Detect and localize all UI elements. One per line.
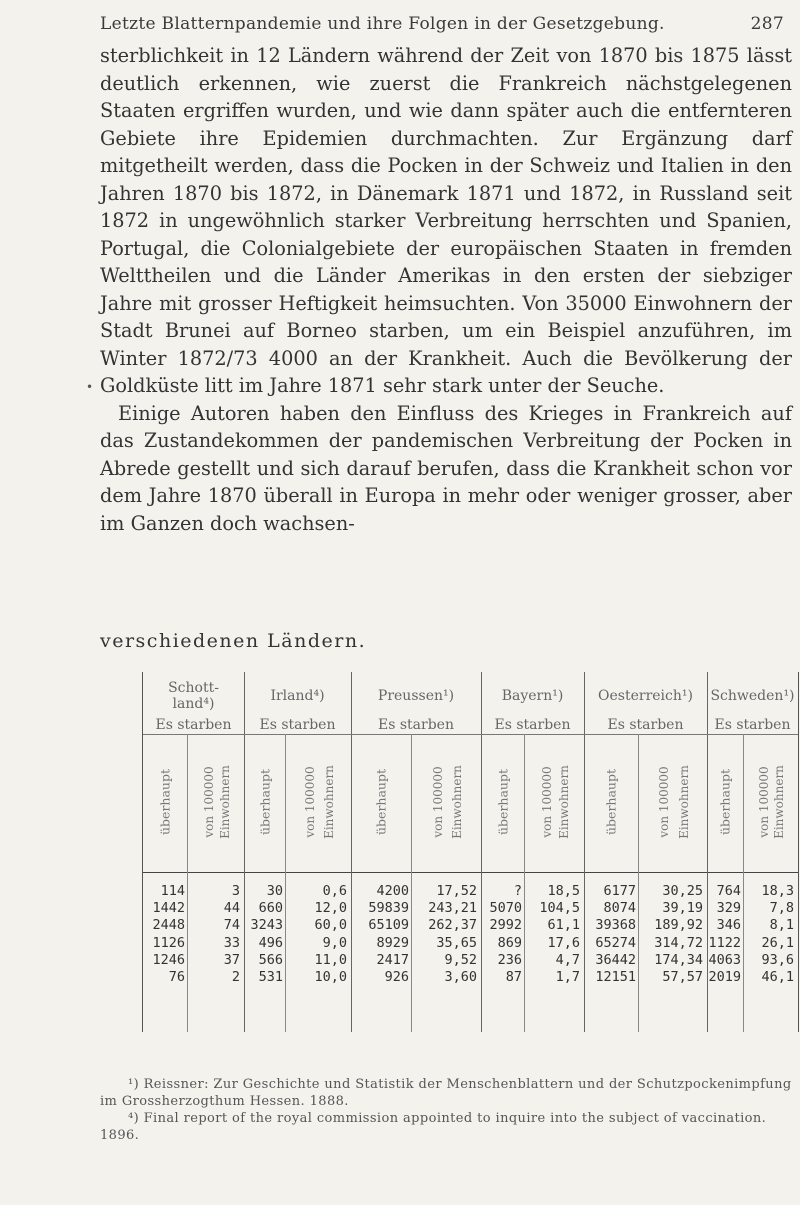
table-group-0 — [143, 672, 245, 1032]
cell-total: 2019 — [708, 969, 741, 985]
colhead-total-label: überhaupt — [495, 768, 510, 836]
group-subheading: Es starben — [378, 717, 454, 733]
group-subheading: Es starben — [494, 717, 571, 733]
cell-total: 5070 — [489, 900, 522, 917]
cell-total: 114 — [160, 883, 185, 899]
cell-total: 869 — [497, 934, 522, 951]
cell-per-100000: 93,6 — [761, 951, 794, 968]
cell-per-100000: 18,5 — [547, 883, 580, 899]
cell-per-100000: 3,60 — [444, 969, 477, 985]
cell-total: 2417 — [376, 951, 409, 968]
colhead-per-label-2: Einwohnern — [450, 765, 465, 839]
table-group-3 — [481, 672, 585, 1032]
cell-per-100000: 39,19 — [662, 900, 703, 917]
table-group-2 — [351, 672, 482, 1032]
footnote-1: ¹) Reissner: Zur Geschichte und Statistik der Menschenblattern und der Schutzpockenimpfung im Grossherzogthum Hessen. 1888. — [100, 1077, 792, 1109]
cell-per-100000: 10,0 — [314, 969, 347, 985]
cell-total: 6177 — [603, 883, 636, 899]
cell-per-100000: 8,1 — [769, 917, 794, 934]
paragraph-1: sterblichkeit in 12 Ländern während der Zeit von 1870 bis 1875 lässt deutlich erkennen, wie zuerst die Frankreich nächstgelegenen Staaten ergriffen wurden, und wie dann später auch die entfernteren Gebiete ihre Epidemien durchmachten. Zur Ergänzung darf mitgetheilt werden, dass die Pocken in der Schweiz und Italien in den Jahren 1870 bis 1872, in Dänemark 1871 und 1872, in Russland seit 1872 in ungewöhnlich starker Verbreitung herrschten und Spanien, Portugal, die Colonialgebiete der europäischen Staaten in fremden Welttheilen und die Länder Amerikas in den ersten der siebziger Jahre mit grosser Heftigkeit heimsuchten. Von 35000 Einwohnern der Stadt Brunei auf Borneo starben, um ein Beispiel anzuführen, im Winter 1872/73 4000 an der Krankheit. Auch die Bevölkerung der Goldküste litt im Jahre 1871 sehr stark unter der Seuche. — [100, 44, 792, 397]
colhead-total-label: überhaupt — [257, 768, 272, 836]
margin-mark: • — [86, 380, 94, 394]
colhead-per-100000 — [285, 738, 351, 870]
colhead-per-100000 — [411, 738, 481, 870]
cell-total: 12151 — [595, 969, 636, 985]
colhead-per-100000 — [743, 738, 798, 870]
cell-per-100000: 243,21 — [428, 900, 477, 917]
cell-per-100000: 37 — [223, 951, 240, 968]
colhead-total — [143, 738, 187, 870]
table-group-5 — [707, 672, 798, 1032]
cell-per-100000: 18,3 — [761, 883, 794, 899]
subheading-rule — [351, 734, 481, 735]
cell-total: 65274 — [595, 934, 636, 951]
cell-total: ? — [513, 883, 522, 899]
cell-per-100000: 33 — [223, 934, 240, 951]
cell-per-100000: 174,34 — [654, 951, 703, 968]
cell-total: 1122 — [708, 934, 741, 951]
colhead-per-label-2: Einwohnern — [556, 765, 571, 839]
colhead-per-label-2: Einwohnern — [321, 765, 336, 839]
cell-per-100000: 17,6 — [547, 934, 580, 951]
cell-total: 59839 — [368, 900, 409, 917]
colhead-per-label-1: von 100000 — [539, 766, 554, 838]
column-separator — [411, 734, 412, 1032]
cell-total: 1442 — [152, 900, 185, 917]
cell-per-100000: 12,0 — [314, 900, 347, 917]
column-separator — [638, 734, 639, 1032]
cell-total: 87 — [505, 969, 522, 985]
colhead-per-label-2: Einwohnern — [772, 765, 787, 839]
cell-per-100000: 11,0 — [314, 951, 347, 968]
column-separator — [743, 734, 744, 1032]
colhead-per-label-1: von 100000 — [430, 766, 445, 838]
group-name: Oesterreich¹) — [598, 688, 693, 704]
header-title: Letzte Blatternpandemie und ihre Folgen in der Gesetzgebung. — [100, 14, 665, 34]
cell-per-100000: 3 — [231, 883, 240, 899]
colhead-per-label-2: Einwohnern — [217, 765, 232, 839]
cell-total: 4200 — [376, 883, 409, 899]
cell-total: 4063 — [708, 951, 741, 968]
colhead-total-label: überhaupt — [717, 768, 733, 836]
cell-per-100000: 189,92 — [654, 917, 703, 934]
cell-per-100000: 314,72 — [654, 934, 703, 951]
subheading-rule — [244, 734, 351, 735]
cell-total: 660 — [258, 900, 283, 917]
cell-per-100000: 17,52 — [436, 883, 477, 899]
cell-per-100000: 44 — [223, 900, 240, 917]
column-separator — [285, 734, 286, 1032]
cell-per-100000: 30,25 — [662, 883, 703, 899]
cell-total: 2992 — [489, 917, 522, 934]
cell-total: 329 — [716, 900, 741, 917]
cell-total: 531 — [258, 969, 283, 985]
group-subheading: Es starben — [607, 717, 684, 733]
cell-per-100000: 9,52 — [444, 951, 477, 968]
cell-per-100000: 46,1 — [761, 969, 794, 985]
cell-total: 236 — [497, 951, 522, 968]
colhead-per-label-1: von 100000 — [657, 766, 672, 838]
table-group-4 — [584, 672, 708, 1032]
group-name: Irland⁴) — [270, 688, 325, 704]
colhead-total — [707, 738, 743, 870]
cell-per-100000: 61,1 — [547, 917, 580, 934]
subheading-rule — [481, 734, 584, 735]
subheading-rule — [584, 734, 707, 735]
group-subheading: Es starben — [155, 717, 232, 733]
colhead-total-label: überhaupt — [157, 768, 173, 836]
colhead-total — [351, 738, 411, 870]
cell-total: 1126 — [152, 934, 185, 951]
cell-total: 65109 — [368, 917, 409, 934]
colhead-per-label-2: Einwohnern — [676, 765, 691, 839]
cell-total: 566 — [258, 951, 283, 968]
cell-total: 2448 — [152, 917, 185, 934]
cell-per-100000: 2 — [231, 969, 240, 985]
cell-per-100000: 9,0 — [322, 934, 347, 951]
cell-total: 30 — [266, 883, 283, 899]
paragraph-2: Einige Autoren haben den Einfluss des Krieges in Frankreich auf das Zustandekommen der pandemischen Verbreitung der Pocken in Abrede gestellt und sich darauf berufen, dass die Krankheit schon vor dem Jahre 1870 überall in Europa in mehr oder weniger grosser, aber im Ganzen doch wachsen- — [100, 401, 792, 535]
cell-per-100000: 0,6 — [322, 883, 347, 899]
cell-per-100000: 1,7 — [555, 969, 580, 985]
column-separator — [187, 734, 188, 1032]
cell-per-100000: 26,1 — [761, 934, 794, 951]
cell-total: 36442 — [595, 951, 636, 968]
cell-total: 1246 — [152, 951, 185, 968]
cell-total: 39368 — [595, 917, 636, 934]
colhead-total — [481, 738, 524, 870]
colhead-per-100000 — [524, 738, 584, 870]
cell-per-100000: 35,65 — [436, 934, 477, 951]
colhead-total-label: überhaupt — [373, 768, 389, 836]
cell-total: 764 — [716, 883, 741, 899]
cell-total: 8074 — [603, 900, 636, 917]
cell-per-100000: 104,5 — [539, 900, 580, 917]
table-group-1 — [244, 672, 352, 1032]
cell-per-100000: 7,8 — [769, 900, 794, 917]
subheading-rule — [143, 734, 244, 735]
colhead-per-label-1: von 100000 — [303, 766, 318, 838]
mortality-table — [142, 672, 799, 1032]
cell-per-100000: 60,0 — [314, 917, 347, 934]
group-subheading: Es starben — [259, 717, 336, 733]
cell-total: 346 — [716, 917, 741, 934]
cell-total: 8929 — [376, 934, 409, 951]
colhead-total — [244, 738, 285, 870]
colhead-per-100000 — [638, 738, 707, 870]
subheading-rule — [707, 734, 798, 735]
body-text — [100, 42, 792, 537]
group-subheading: Es starben — [714, 717, 791, 733]
cell-per-100000: 74 — [223, 917, 240, 934]
footnotes — [100, 1076, 792, 1144]
cell-per-100000: 57,57 — [662, 969, 703, 985]
group-name: Schott- land⁴) — [168, 680, 219, 712]
colhead-per-label-1: von 100000 — [756, 766, 771, 838]
footnote-4: ⁴) Final report of the royal commission appointed to inquire into the subject of vaccination. 1896. — [100, 1111, 767, 1143]
group-name: Preussen¹) — [377, 688, 455, 704]
colhead-per-label-1: von 100000 — [201, 766, 216, 838]
cell-total: 926 — [384, 969, 409, 985]
colhead-total-label: überhaupt — [603, 768, 619, 836]
colhead-total — [584, 738, 638, 870]
cell-total: 3243 — [250, 917, 283, 934]
group-name: Bayern¹) — [501, 688, 564, 704]
column-separator — [524, 734, 525, 1032]
running-header — [100, 14, 784, 34]
cell-total: 496 — [258, 934, 283, 951]
page-number: 287 — [750, 14, 784, 34]
cell-per-100000: 262,37 — [428, 917, 477, 934]
colhead-per-100000 — [187, 738, 244, 870]
group-name: Schweden¹) — [710, 688, 795, 704]
table-caption: verschiedenen Ländern. — [100, 630, 367, 652]
cell-per-100000: 4,7 — [555, 951, 580, 968]
cell-total: 76 — [168, 969, 185, 985]
